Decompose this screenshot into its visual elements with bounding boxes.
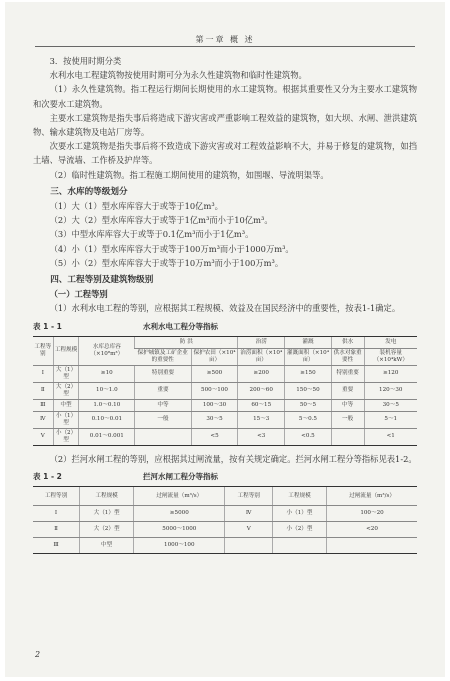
table2-cell: Ⅱ [33,522,80,538]
table1-header-cell: 工程规模 [53,336,79,365]
table1-header-cell: 灌溉面积（×10⁴亩） [285,348,332,365]
reservoir-class-4: （4）小（1）型水库库容大于或等于100万m³而小于1000万m³。 [49,243,294,254]
table1-cell: 重要 [331,382,364,399]
table2-cell: 大（1）型 [80,506,134,522]
reservoir-class-3: （3）中型水库库容大于或等于0.1亿m³而小于1亿m³。 [49,229,254,240]
table1-cell: 150～50 [285,382,332,399]
table1-cell: 大（1）型 [53,365,79,382]
table2-number: 表 1 - 2 [33,472,62,482]
table-row [33,522,417,538]
table-row [33,411,417,428]
table1-header-cell: 工程等别 [33,336,53,365]
table2-cell [225,538,272,554]
table1-cell: 100～30 [191,399,238,411]
table1-group-header: 供水 [331,336,364,348]
reservoir-class-5: （5）小（2）型水库库容大于或等于10万m³而小于100万m³。 [49,257,284,268]
table1-header-cell: 治涝面积（×10⁴亩） [238,348,285,365]
table1-cell: 小（2）型 [53,428,79,445]
paragraph-6: （1）水利水电工程的等别，应根据其工程规模、效益及在国民经济中的重要性，按表1-1确定。 [49,303,401,314]
table2-cell [272,538,326,554]
paragraph-5: （2）临时性建筑物。指工程施工期间使用的建筑物，如围堰、导流明渠等。 [49,169,329,180]
paragraph-1: 水利水电工程建筑物按使用时期可分为永久性建筑物和临时性建筑物。 [49,70,307,81]
table2-header-cell: 工程等别 [225,487,272,506]
table2 [33,486,417,554]
table1-cell: Ⅴ [33,428,53,445]
table2-cell: 中型 [80,538,134,554]
table2-header-cell: 过闸流量（m³/s） [134,487,225,506]
table2-cell: Ⅳ [225,506,272,522]
table2-header-cell: 工程等别 [33,487,80,506]
table2-cell: 小（1）型 [272,506,326,522]
table1-cell: Ⅲ [33,399,53,411]
table1-cell: 30～5 [364,399,417,411]
table2-cell: <20 [327,522,417,538]
table1-cell: 500～100 [191,382,238,399]
table-row [33,538,417,554]
paragraph-4: 次要水工建筑物是指失事后将不致造成下游灾害或对工程效益影响不大，并易于修复的建筑物，如挡土墙、导流墙、工作桥及护岸等。 [33,141,417,166]
table2-cell: 1000～100 [134,538,225,554]
table2-title: 拦河水闸工程分等指标 [143,472,218,482]
table2-cell: ≥5000 [134,506,225,522]
table1-cell: Ⅳ [33,411,53,428]
table1-cell: 15～3 [238,411,285,428]
table1-cell: ≥10 [79,365,135,382]
paragraph-3: 主要水工建筑物是指失事后将造成下游灾害或严重影响工程效益的建筑物，如大坝、水闸、泄洪建筑物、输水建筑物及电站厂房等。 [33,112,417,138]
table1-cell: 中等 [331,399,364,411]
table-row [33,506,417,522]
table1-header-cell: 保护城镇及工矿企业的重要性 [135,348,191,365]
table1-group-header: 防 洪 [135,336,238,348]
book-page [5,2,445,677]
table1-caption [33,320,417,334]
table1-group-header: 治涝 [238,336,285,348]
table-row [33,365,417,382]
table1-header-cell: 供水对象重要性 [331,348,364,365]
running-header [35,34,415,47]
table1-cell: ≥150 [285,365,332,382]
table1-cell: Ⅱ [33,382,53,399]
reservoir-class-1: （1）大（1）型水库库容大于或等于10亿m³。 [49,201,223,212]
table1-cell: <1 [364,428,417,445]
table1 [33,336,417,446]
table1-cell: 5～1 [364,411,417,428]
table2-cell: Ⅲ [33,538,80,554]
table-row [33,428,417,445]
table1-cell: 特别重要 [135,365,191,382]
table1-cell: <5 [191,428,238,445]
table2-cell: 小（2）型 [272,522,326,538]
table1-cell: 10～1.0 [79,382,135,399]
table1-number: 表 1 - 1 [33,321,62,331]
table1-cell: ≥200 [238,365,285,382]
table1-cell: 中型 [53,399,79,411]
table1-cell: ≥120 [364,365,417,382]
table1-cell [135,428,191,445]
table-row [33,399,417,411]
table1-cell: 特别重要 [331,365,364,382]
paragraph-2: （1）永久性建筑物。指工程运行期间长期使用的水工建筑物。根据其重要性又分为主要水工建筑物和次要水工建筑物。 [33,84,417,109]
table2-header-cell: 过闸流量（m³/s） [327,487,417,506]
table2-cell: Ⅴ [225,522,272,538]
table1-cell: 50～5 [285,399,332,411]
table1-cell: 0.10～0.01 [79,411,135,428]
table1-group-header: 发电 [364,336,417,348]
table1-cell: 一般 [135,411,191,428]
table1-header-cell: 水库总库容（×10⁸m³） [79,336,135,365]
paragraph-7: （2）拦河水闸工程的等别，应根据其过闸流量，按有关规定确定。拦河水闸工程分等指标见表1-2。 [49,453,417,464]
table1-header-cell: 装机容量（×10⁴kW） [364,348,417,365]
table1-cell: <3 [238,428,285,445]
page-number: 2 [35,650,41,659]
table1-cell: 200～60 [238,382,285,399]
table1-cell: 小（1）型 [53,411,79,428]
table1-group-header: 灌溉 [285,336,332,348]
table1-cell: 重要 [135,382,191,399]
table2-caption [33,470,417,484]
table1-cell: 中等 [135,399,191,411]
table2-header-cell: 工程规模 [272,487,326,506]
table-row [33,382,417,399]
reservoir-class-2: （2）大（2）型水库库容大于或等于1亿m³而小于10亿m³。 [49,215,273,226]
table2-cell: 5000～1000 [134,522,225,538]
table1-cell [331,428,364,445]
table1-cell: Ⅰ [33,365,53,382]
table1-cell: 0.01～0.001 [79,428,135,445]
table1-title: 水利水电工程分等指标 [143,321,218,331]
table1-cell: 60～15 [238,399,285,411]
section-heading-grade: 四、工程等别及建筑物级别 [50,275,154,286]
table1-cell: <0.5 [285,428,332,445]
table1-header-cell: 保护农田（×10⁴亩） [191,348,238,365]
table2-cell [327,538,417,554]
table1-cell: 120～30 [364,382,417,399]
table2-header-cell: 工程规模 [80,487,134,506]
section-heading-reservoir: 三、水库的等级划分 [50,186,128,197]
table2-cell: 大（2）型 [80,522,134,538]
table1-cell: 30～5 [191,411,238,428]
table1-cell: 5～0.5 [285,411,332,428]
table1-cell: 大（2）型 [53,382,79,399]
table1-cell: ≥500 [191,365,238,382]
page-body [33,54,417,554]
table2-cell: Ⅰ [33,506,80,522]
table1-cell: 一般 [331,411,364,428]
header-text: 第一章 概 述 [195,35,255,44]
subsection-heading: （一）工程等别 [49,289,108,300]
paragraph-heading-3: 3．按使用时期分类 [49,56,122,66]
table2-cell: 100～20 [327,506,417,522]
table1-cell: 1.0～0.10 [79,399,135,411]
